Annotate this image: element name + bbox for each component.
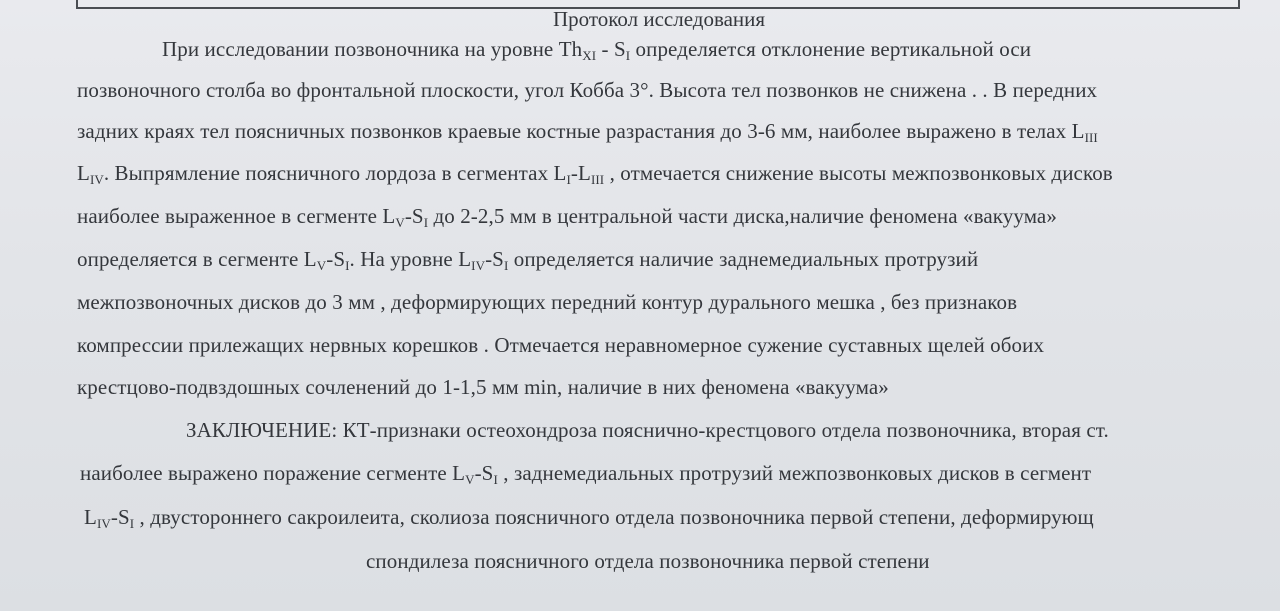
findings-line-5: наиболее выраженное в сегменте $L_V-S_I$ до 2-2,5 мм в центральной части диска,наличие феномена «вакуума» [77,204,1057,230]
findings-line-3: задних краях тел поясничных позвонков краевые костные разрастания до 3-6 мм, наиболее выражено в телах $L_{III}$ [77,119,1098,145]
findings-line-2: позвоночного столба во фронтальной плоскости, угол Кобба 3°. Высота тел позвонков не снижена . . В передних [77,78,1098,102]
conclusion-line-4: спондилеза поясничного отдела позвоночника первой степени [366,549,930,573]
conclusion-line-3: $L_{IV}-S_I$ , двустороннего сакроилеита, сколиоза поясничного отдела позвоночника первой степени, деформирующ [84,505,1094,531]
findings-line-4: $L_{IV}$. Выпрямление поясничного лордоза в сегментах $L_I-L_{III}$ , отмечается снижение высоты межпозвонковых дисков [77,161,1113,187]
findings-line-8: компрессии прилежащих нервных корешков . Отмечается неравномерное сужение суставных щелей обоих [77,333,1045,357]
findings-line-6: определяется в сегменте $L_V-S_I$. На уровне $L_{IV}-S_I$ определяется наличие заднемедиальных протрузий [77,247,979,273]
findings-line-7: межпозвоночных дисков до 3 мм , деформирующих передний контур дурального мешка , без признаков [77,290,1018,314]
findings-line-9: крестцово-подвздошных сочленений до 1-1,5 мм min, наличие в них феномена «вакуума» [77,375,889,399]
findings-line-1: При исследовании позвоночника на уровне $Th_{XI} - S_I$ определяется отклонение вертикальной оси [162,37,1032,63]
conclusion-line-1: ЗАКЛЮЧЕНИЕ: КТ-признаки остеохондроза пояснично-крестцового отдела позвоночника, вторая ст. [186,418,1109,442]
document-title: Протокол исследования [553,7,766,31]
conclusion-line-2: наиболее выражено поражение сегменте $L_V-S_I$ , заднемедиальных протрузий межпозвонковых дисков в сегмент [80,461,1092,487]
